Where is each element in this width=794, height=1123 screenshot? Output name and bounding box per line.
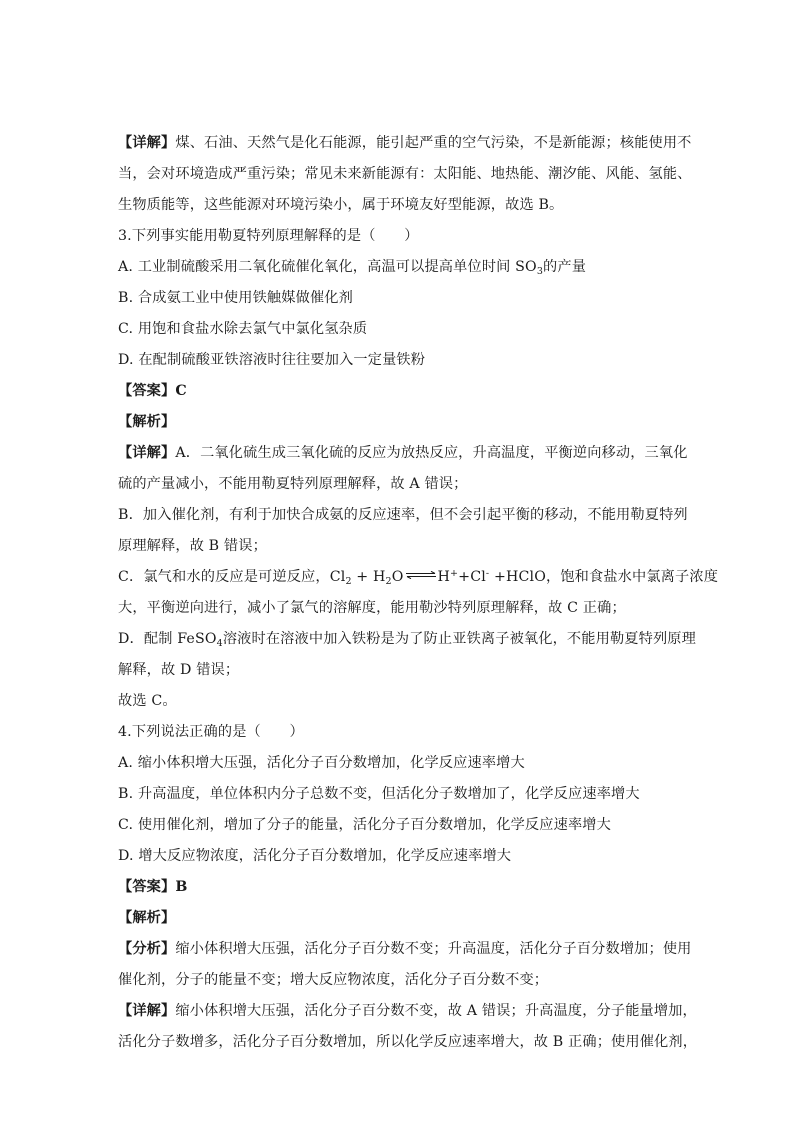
chlorine-subscript: 2: [345, 576, 352, 587]
q3-detail-b-line-2: 原理解释，故 B 错误；: [118, 538, 267, 554]
q4-detail-line-1: [118, 996, 697, 1027]
q4-option-b: B. 升高温度，单位体积内分子总数不变，但活化分子数增加了，化学反应速率增大: [118, 786, 640, 802]
q4-answer: 【答案】B: [118, 879, 188, 895]
q4-option-a: A. 缩小体积增大压强，活化分子百分数增加，化学反应速率增大: [118, 755, 525, 771]
detail-tag: 【详解】: [118, 135, 176, 151]
q3-detail-d-line-2: 解释，故 D 错误；: [118, 662, 240, 678]
q4-analyze-text-1: 缩小体积增大压强，活化分子百分数不变；升高温度，活化分子百分数增加；使用: [175, 941, 692, 957]
water-subscript: 2: [385, 576, 392, 587]
intro-detail-line-1: [118, 128, 692, 159]
q3-stem: 3.下列事实能用勒夏特列原理解释的是（ ）: [118, 228, 419, 244]
intro-detail-text-1: 煤、石油、天然气是化石能源，能引起严重的空气污染，不是新能源；核能使用不: [175, 135, 692, 151]
q3-conclusion: 故选 C。: [118, 693, 177, 709]
q3-option-a-tail: 的产量: [543, 259, 587, 275]
q3-detail-d-tail: 溶液时在溶液中加入铁粉是为了防止亚铁离子被氧化，不能用勒夏特列原理: [222, 631, 696, 647]
q4-detail-text-1: 缩小体积增大压强，活化分子百分数不变，故 A 错误；升高温度，分子能量增加，: [175, 1003, 697, 1019]
intro-detail-line-3: 生物质能等，这些能源对环境污染小，属于环境友好型能源，故选 B。: [118, 197, 564, 213]
q3-analysis-heading: 【解析】: [118, 414, 176, 430]
chloride-ion: +Cl: [458, 569, 486, 585]
q4-option-d: D. 增大反应物浓度，活化分子百分数增加，化学反应速率增大: [118, 848, 512, 864]
q3-detail-b-line-1: B．加入催化剂，有利于加快合成氨的反应速率，但不会引起平衡的移动，不能用勒夏特列: [118, 507, 688, 523]
q3-detail-d-text: D．配制 FeSO: [118, 631, 217, 647]
q3-option-d: D. 在配制硫酸亚铁溶液时往往要加入一定量铁粉: [118, 352, 426, 368]
detail-tag: 【详解】: [118, 445, 176, 461]
q4-stem: 4.下列说法正确的是（ ）: [118, 724, 304, 740]
analyze-tag: 【分析】: [118, 941, 176, 957]
q3-option-a-subscript: 3: [536, 266, 544, 277]
q3-detail-c-tail: +HClO，饱和食盐水中氯离子浓度: [489, 569, 719, 585]
chloride-ion-charge: -: [485, 568, 490, 579]
q3-detail-a-line-2: 硫的产量减小，不能用勒夏特列原理解释，故 A 错误；: [118, 476, 468, 492]
q3-detail-a-line-1: [118, 438, 688, 469]
reversible-arrow-icon: [405, 571, 437, 579]
document-body: [118, 128, 719, 1058]
hydrogen-ion-charge: +: [450, 568, 459, 579]
intro-detail-line-2: 当，会对环境造成严重污染；常见未来新能源有：太阳能、地热能、潮汐能、风能、氢能、: [118, 166, 692, 182]
q3-detail-d-line-1: [118, 624, 696, 655]
q4-analyze-line-2: 催化剂，分子的能量不变；增大反应物浓度，活化分子百分数不变；: [118, 972, 549, 988]
q4-analyze-line-1: [118, 934, 692, 965]
q4-analysis-heading: 【解析】: [118, 910, 176, 926]
q3-detail-c-line-2: 大，平衡逆向进行，减小了氯气的溶解度，能用勒沙特列原理解释，故 C 正确；: [118, 600, 626, 616]
hydrogen-ion: H: [437, 569, 451, 585]
q3-option-c: C. 用饱和食盐水除去氯气中氯化氢杂质: [118, 321, 368, 337]
water-oxygen: O: [391, 569, 404, 585]
q3-detail-a-text-1: A．二氧化硫生成三氧化硫的反应为放热反应，升高温度，平衡逆向移动，三氧化: [175, 445, 688, 461]
q3-detail-c-line-1: [118, 562, 719, 593]
q3-detail-c-text: C．氯气和水的反应是可逆反应，Cl: [118, 569, 346, 585]
q3-option-b: B. 合成氨工业中使用铁触媒做催化剂: [118, 290, 353, 306]
q4-option-c: C. 使用催化剂，增加了分子的能量，活化分子百分数增加，化学反应速率增大: [118, 817, 611, 833]
q3-option-a: [118, 252, 678, 283]
sulfate-subscript: 4: [216, 638, 223, 649]
q4-detail-line-2: 活化分子数增多，活化分子百分数增加，所以化学反应速率增大，故 B 正确；使用催化剂，: [118, 1034, 698, 1050]
equation-plus-water: + H: [351, 569, 386, 585]
detail-tag: 【详解】: [118, 1003, 176, 1019]
q3-answer: 【答案】C: [118, 383, 187, 399]
q3-option-a-text: A. 工业制硫酸采用二氧化硫催化氧化，高温可以提高单位时间 SO: [118, 259, 537, 275]
